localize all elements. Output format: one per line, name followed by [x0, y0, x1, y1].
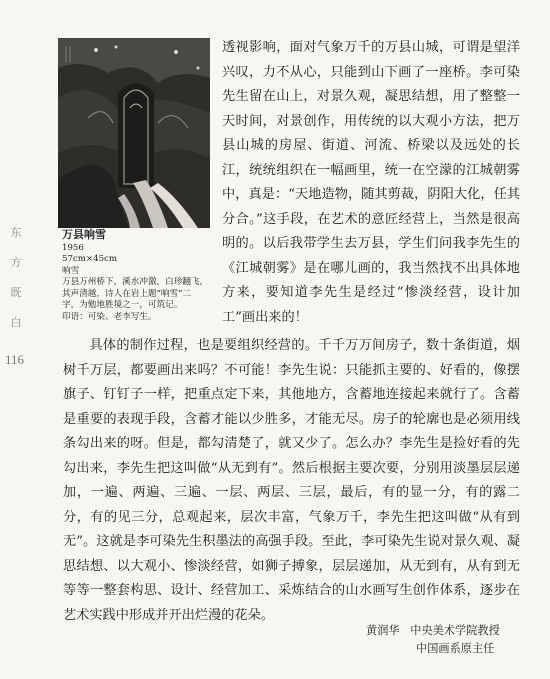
signature-title: 中国画系原主任 [416, 642, 495, 655]
caption-size: 57cm×45cm [62, 254, 117, 264]
caption-title: 万县响雪 [62, 228, 106, 241]
caption-owner: 响雪 [62, 265, 80, 276]
paragraph: 具体的制作过程，也是要组织经营的。千千万万间房子，数十条街道，烟树千万层，都要画出来吗？不可能！李先生说：只能抓主要的、好看的，像摆旗子、钉钉子一样，把重点定下来，其他地方，含蓄地连接起来就行了。含蓄是重要的表现手段，含蓄才能以少胜多，才能无尽。房子的轮廓也是必须用线条勾出来的呀。但是，都勾清楚了，就又少了。怎么办？李先生是捡好看的先勾出来，李先生把这叫做“从无到有”。然后根据主要次要，分别用淡墨层层递加，一遍、两遍、三遍、一层、两层、三层，最后，有的显一分，有的露二分，有的见三分，总观起来，层次丰富，气象万千，李先生把这叫做“从有到无”。这就是李可染先生积墨法的高强手段。至此，李可染先生说对景久观、凝思结想、以大观小、惨淡经营，如狮子搏象，层层递加，从无到有，从有到无等等一整套构思、设计、经营加工、采炼结合的山水画写生创作体系，逐步在艺术实践中形成并开出烂漫的花朵。 [63, 338, 520, 623]
painting-image [58, 38, 210, 228]
signature-name: 黄润华 [366, 624, 400, 637]
side-label-char: 东 [10, 226, 22, 239]
caption-line: 印语：可染、老李写生。 [62, 311, 157, 322]
side-label-char: 白 [10, 316, 22, 329]
caption-line: 字，为勉地胜境之一，可筑记。 [62, 300, 183, 310]
signature [366, 622, 500, 658]
caption-line: 其声清越，诗人在岩上题“响雪”二 [62, 288, 192, 299]
page-number: 116 [5, 352, 25, 367]
body-text-lower [63, 334, 520, 628]
paragraph: 透视影响，面对气象万千的万县山城，可谓是望洋兴叹，力不从心，只能到山下画了一座桥。李可染先生留在山上，对景久观，凝思结想，用了整整一天时间，对景创作，用传统的以大观小方法，把万县山城的房屋、街道、河流、桥梁以及远处的长江，统统组织在一幅画里，统一在空濛的江城朝雾中，真是：“天地造物，随其剪裁，阴阳大化，任其分合。”这手段，在艺术的意匠经营上，当然是很高明的。以后我带学生去万县，学生们问我李先生的《江城朝雾》是在哪儿画的，我当然找不出具体地方来，要知道李先生是经过“惨淡经营，设计加工”画出来的！ [222, 40, 520, 325]
side-label [9, 218, 23, 338]
signature-title: 中央美术学院教授 [410, 624, 500, 637]
caption-line: 万县万州桥下，溪水冲激，白珍翻飞， [62, 277, 209, 287]
image-caption [62, 229, 212, 323]
caption-year: 1956 [62, 242, 84, 253]
side-label-char: 既 [10, 286, 22, 299]
side-label-char: 方 [10, 256, 22, 269]
body-text-upper [222, 36, 520, 330]
